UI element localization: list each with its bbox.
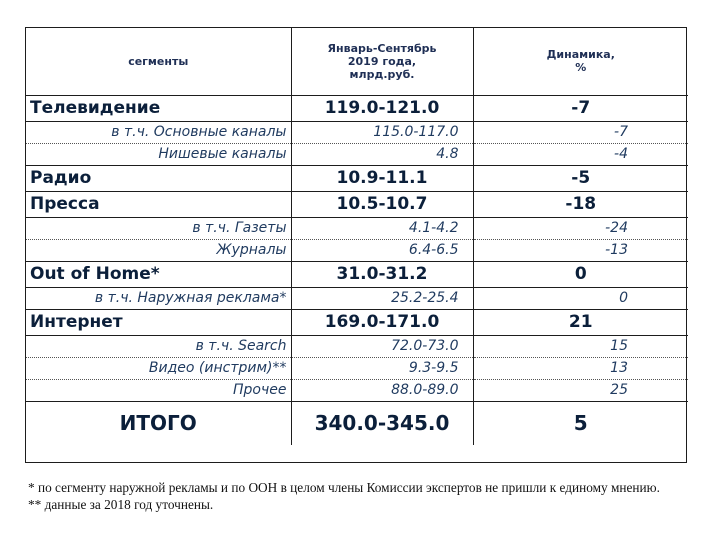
dynamics-cell: 13 xyxy=(473,357,688,379)
total-dynamics: 5 xyxy=(573,411,588,436)
segment-row xyxy=(26,309,688,335)
value-cell: 72.0-73.0 xyxy=(291,335,473,357)
dynamics-cell: 0 xyxy=(473,287,688,309)
value-cell: 25.2-25.4 xyxy=(291,287,473,309)
value-cell: 9.3-9.5 xyxy=(291,357,473,379)
dynamics-cell: -5 xyxy=(473,165,688,191)
segment-cell: Пресса xyxy=(26,191,291,217)
subsegment-row xyxy=(26,217,688,239)
dynamics-cell: -18 xyxy=(473,191,688,217)
value-cell: 4.8 xyxy=(291,143,473,165)
segment-cell: Телевидение xyxy=(26,95,291,121)
subsegment-row xyxy=(26,357,688,379)
value-cell: 10.9-11.1 xyxy=(291,165,473,191)
total-row xyxy=(26,401,688,445)
segment-cell: Видео (инстрим)** xyxy=(26,357,291,379)
header-row xyxy=(26,28,688,95)
segment-cell: в т.ч. Наружная реклама* xyxy=(26,287,291,309)
segment-row xyxy=(26,261,688,287)
dynamics-cell: -7 xyxy=(473,121,688,143)
header-segments: сегменты xyxy=(26,28,291,95)
segment-cell: Интернет xyxy=(26,309,291,335)
value-cell: 31.0-31.2 xyxy=(291,261,473,287)
value-cell: 115.0-117.0 xyxy=(291,121,473,143)
dynamics-cell: 15 xyxy=(473,335,688,357)
subsegment-row xyxy=(26,239,688,261)
header-dynamics: Динамика, % xyxy=(473,28,688,95)
footnotes xyxy=(28,479,692,513)
subsegment-row xyxy=(26,335,688,357)
dynamics-cell: -13 xyxy=(473,239,688,261)
dynamics-cell: 25 xyxy=(473,379,688,401)
value-cell: 4.1-4.2 xyxy=(291,217,473,239)
segment-row xyxy=(26,95,688,121)
segment-cell: в т.ч. Основные каналы xyxy=(26,121,291,143)
value-cell: 10.5-10.7 xyxy=(291,191,473,217)
dynamics-cell: -4 xyxy=(473,143,688,165)
dynamics-cell: -7 xyxy=(473,95,688,121)
total-value: 340.0-345.0 xyxy=(291,401,473,445)
dynamics-cell: -24 xyxy=(473,217,688,239)
value-cell: 88.0-89.0 xyxy=(291,379,473,401)
ad-market-table xyxy=(25,27,687,463)
subsegment-row xyxy=(26,143,688,165)
segment-row xyxy=(26,165,688,191)
footnote-1: * по сегменту наружной рекламы и по ООН в целом члены Комиссии экспертов не пришли к единому мнению. xyxy=(28,480,660,495)
value-cell: 119.0-121.0 xyxy=(291,95,473,121)
segment-cell: Прочее xyxy=(26,379,291,401)
subsegment-row xyxy=(26,287,688,309)
table-body xyxy=(26,95,688,445)
header-period: Январь-Сентябрь 2019 года, млрд.руб. xyxy=(291,28,473,95)
subsegment-row xyxy=(26,379,688,401)
segment-cell: Радио xyxy=(26,165,291,191)
dynamics-cell: 21 xyxy=(473,309,688,335)
value-cell: 169.0-171.0 xyxy=(291,309,473,335)
segment-cell: Нишевые каналы xyxy=(26,143,291,165)
segment-cell: в т.ч. Газеты xyxy=(26,217,291,239)
dynamics-cell: 0 xyxy=(473,261,688,287)
total-segment: ИТОГО xyxy=(26,401,291,445)
segment-row xyxy=(26,191,688,217)
subsegment-row xyxy=(26,121,688,143)
segment-cell: Out of Home* xyxy=(26,261,291,287)
segment-cell: Журналы xyxy=(26,239,291,261)
segment-cell: в т.ч. Search xyxy=(26,335,291,357)
footnote-2: ** данные за 2018 год уточнены. xyxy=(28,497,214,512)
value-cell: 6.4-6.5 xyxy=(291,239,473,261)
data-table xyxy=(26,28,688,445)
